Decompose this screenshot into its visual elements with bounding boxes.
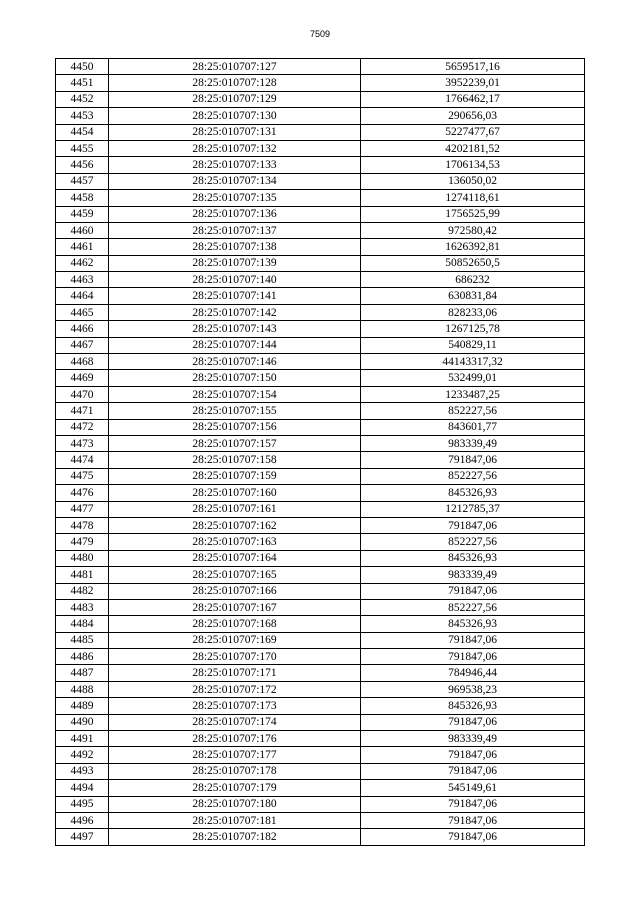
row-number-cell: 4459 <box>56 206 109 222</box>
table-row <box>56 780 585 796</box>
table-row <box>56 485 585 501</box>
table-row <box>56 255 585 271</box>
cadastral-number-cell: 28:25:010707:171 <box>109 665 361 681</box>
cadastral-value-cell: 791847,06 <box>361 452 585 468</box>
cadastral-number-cell: 28:25:010707:150 <box>109 370 361 386</box>
cadastral-number-cell: 28:25:010707:142 <box>109 304 361 320</box>
row-number-cell: 4467 <box>56 337 109 353</box>
cadastral-number-cell: 28:25:010707:134 <box>109 173 361 189</box>
row-number-cell: 4473 <box>56 435 109 451</box>
row-number-cell: 4484 <box>56 616 109 632</box>
cadastral-value-cell: 784946,44 <box>361 665 585 681</box>
cadastral-value-cell: 1233487,25 <box>361 386 585 402</box>
cadastral-value-cell: 630831,84 <box>361 288 585 304</box>
cadastral-number-cell: 28:25:010707:180 <box>109 796 361 812</box>
table-row <box>56 370 585 386</box>
cadastral-value-cell: 852227,56 <box>361 599 585 615</box>
row-number-cell: 4462 <box>56 255 109 271</box>
row-number-cell: 4494 <box>56 780 109 796</box>
cadastral-number-cell: 28:25:010707:146 <box>109 354 361 370</box>
cadastral-value-cell: 5659517,16 <box>361 59 585 75</box>
table-row <box>56 91 585 107</box>
cadastral-value-cell: 791847,06 <box>361 583 585 599</box>
row-number-cell: 4461 <box>56 239 109 255</box>
cadastral-value-cell: 983339,49 <box>361 435 585 451</box>
cadastral-value-cell: 1626392,81 <box>361 239 585 255</box>
table-row <box>56 108 585 124</box>
table-row <box>56 468 585 484</box>
table-row <box>56 747 585 763</box>
cadastral-number-cell: 28:25:010707:165 <box>109 567 361 583</box>
cadastral-number-cell: 28:25:010707:181 <box>109 812 361 828</box>
table-row <box>56 321 585 337</box>
table-row <box>56 239 585 255</box>
row-number-cell: 4458 <box>56 190 109 206</box>
cadastral-value-cell: 852227,56 <box>361 403 585 419</box>
cadastral-number-cell: 28:25:010707:157 <box>109 435 361 451</box>
cadastral-value-cell: 136050,02 <box>361 173 585 189</box>
cadastral-number-cell: 28:25:010707:143 <box>109 321 361 337</box>
cadastral-value-cell: 972580,42 <box>361 222 585 238</box>
table-row <box>56 649 585 665</box>
row-number-cell: 4488 <box>56 681 109 697</box>
table-row <box>56 714 585 730</box>
row-number-cell: 4463 <box>56 272 109 288</box>
cadastral-value-cell: 290656,03 <box>361 108 585 124</box>
cadastral-value-cell: 686232 <box>361 272 585 288</box>
cadastral-value-cell: 5227477,67 <box>361 124 585 140</box>
table-row <box>56 337 585 353</box>
row-number-cell: 4491 <box>56 731 109 747</box>
row-number-cell: 4465 <box>56 304 109 320</box>
cadastral-value-cell: 1267125,78 <box>361 321 585 337</box>
row-number-cell: 4466 <box>56 321 109 337</box>
row-number-cell: 4472 <box>56 419 109 435</box>
cadastral-number-cell: 28:25:010707:138 <box>109 239 361 255</box>
cadastral-value-cell: 50852650,5 <box>361 255 585 271</box>
cadastral-value-cell: 1212785,37 <box>361 501 585 517</box>
cadastral-value-cell: 791847,06 <box>361 747 585 763</box>
table-row <box>56 632 585 648</box>
table-row <box>56 829 585 845</box>
row-number-cell: 4455 <box>56 140 109 156</box>
table-row <box>56 681 585 697</box>
cadastral-value-cell: 545149,61 <box>361 780 585 796</box>
cadastral-value-cell: 540829,11 <box>361 337 585 353</box>
cadastral-number-cell: 28:25:010707:155 <box>109 403 361 419</box>
row-number-cell: 4486 <box>56 649 109 665</box>
table-row <box>56 665 585 681</box>
row-number-cell: 4496 <box>56 812 109 828</box>
table-row <box>56 386 585 402</box>
page-number: 7509 <box>309 29 331 39</box>
row-number-cell: 4489 <box>56 698 109 714</box>
cadastral-number-cell: 28:25:010707:137 <box>109 222 361 238</box>
row-number-cell: 4495 <box>56 796 109 812</box>
cadastral-number-cell: 28:25:010707:168 <box>109 616 361 632</box>
cadastral-value-cell: 791847,06 <box>361 649 585 665</box>
row-number-cell: 4490 <box>56 714 109 730</box>
cadastral-number-cell: 28:25:010707:158 <box>109 452 361 468</box>
table-row <box>56 272 585 288</box>
table-row <box>56 419 585 435</box>
cadastral-number-cell: 28:25:010707:140 <box>109 272 361 288</box>
table-row <box>56 567 585 583</box>
table-row <box>56 731 585 747</box>
cadastral-value-cell: 852227,56 <box>361 468 585 484</box>
row-number-cell: 4457 <box>56 173 109 189</box>
row-number-cell: 4497 <box>56 829 109 845</box>
cadastral-value-cell: 1706134,53 <box>361 157 585 173</box>
table-row <box>56 59 585 75</box>
cadastral-value-cell: 791847,06 <box>361 796 585 812</box>
cadastral-value-cell: 843601,77 <box>361 419 585 435</box>
row-number-cell: 4493 <box>56 763 109 779</box>
row-number-cell: 4481 <box>56 567 109 583</box>
table-row <box>56 583 585 599</box>
row-number-cell: 4477 <box>56 501 109 517</box>
row-number-cell: 4470 <box>56 386 109 402</box>
row-number-cell: 4456 <box>56 157 109 173</box>
row-number-cell: 4464 <box>56 288 109 304</box>
cadastral-value-cell: 791847,06 <box>361 714 585 730</box>
row-number-cell: 4478 <box>56 517 109 533</box>
cadastral-value-cell: 983339,49 <box>361 731 585 747</box>
cadastral-number-cell: 28:25:010707:130 <box>109 108 361 124</box>
cadastral-number-cell: 28:25:010707:144 <box>109 337 361 353</box>
cadastral-number-cell: 28:25:010707:161 <box>109 501 361 517</box>
row-number-cell: 4475 <box>56 468 109 484</box>
cadastral-number-cell: 28:25:010707:129 <box>109 91 361 107</box>
cadastral-number-cell: 28:25:010707:169 <box>109 632 361 648</box>
cadastral-number-cell: 28:25:010707:156 <box>109 419 361 435</box>
cadastral-value-cell: 791847,06 <box>361 829 585 845</box>
cadastral-value-cell: 828233,06 <box>361 304 585 320</box>
table-row <box>56 222 585 238</box>
cadastral-value-cell: 791847,06 <box>361 632 585 648</box>
row-number-cell: 4482 <box>56 583 109 599</box>
cadastral-number-cell: 28:25:010707:133 <box>109 157 361 173</box>
row-number-cell: 4474 <box>56 452 109 468</box>
table-row <box>56 501 585 517</box>
cadastral-value-cell: 3952239,01 <box>361 75 585 91</box>
cadastral-number-cell: 28:25:010707:136 <box>109 206 361 222</box>
cadastral-value-cell: 845326,93 <box>361 550 585 566</box>
cadastral-value-cell: 532499,01 <box>361 370 585 386</box>
cadastral-value-cell: 1766462,17 <box>361 91 585 107</box>
row-number-cell: 4468 <box>56 354 109 370</box>
row-number-cell: 4471 <box>56 403 109 419</box>
cadastral-number-cell: 28:25:010707:174 <box>109 714 361 730</box>
row-number-cell: 4476 <box>56 485 109 501</box>
cadastral-number-cell: 28:25:010707:166 <box>109 583 361 599</box>
cadastral-value-cell: 969538,23 <box>361 681 585 697</box>
row-number-cell: 4452 <box>56 91 109 107</box>
cadastral-number-cell: 28:25:010707:127 <box>109 59 361 75</box>
table-row <box>56 403 585 419</box>
row-number-cell: 4480 <box>56 550 109 566</box>
cadastral-number-cell: 28:25:010707:176 <box>109 731 361 747</box>
table-row <box>56 550 585 566</box>
table-row <box>56 354 585 370</box>
table-row <box>56 288 585 304</box>
cadastral-number-cell: 28:25:010707:160 <box>109 485 361 501</box>
row-number-cell: 4460 <box>56 222 109 238</box>
table-row <box>56 190 585 206</box>
table-row <box>56 157 585 173</box>
cadastral-number-cell: 28:25:010707:167 <box>109 599 361 615</box>
row-number-cell: 4492 <box>56 747 109 763</box>
row-number-cell: 4453 <box>56 108 109 124</box>
table-row <box>56 534 585 550</box>
cadastral-number-cell: 28:25:010707:135 <box>109 190 361 206</box>
row-number-cell: 4483 <box>56 599 109 615</box>
cadastral-number-cell: 28:25:010707:159 <box>109 468 361 484</box>
cadastral-value-cell: 791847,06 <box>361 517 585 533</box>
cadastral-value-cell: 852227,56 <box>361 534 585 550</box>
row-number-cell: 4487 <box>56 665 109 681</box>
cadastral-number-cell: 28:25:010707:170 <box>109 649 361 665</box>
cadastral-number-cell: 28:25:010707:131 <box>109 124 361 140</box>
cadastral-number-cell: 28:25:010707:154 <box>109 386 361 402</box>
table-row <box>56 304 585 320</box>
cadastral-value-cell: 4202181,52 <box>361 140 585 156</box>
row-number-cell: 4479 <box>56 534 109 550</box>
table-row <box>56 206 585 222</box>
row-number-cell: 4454 <box>56 124 109 140</box>
table-row <box>56 173 585 189</box>
table-row <box>56 517 585 533</box>
table-row <box>56 698 585 714</box>
cadastral-value-table <box>55 58 585 846</box>
cadastral-number-cell: 28:25:010707:179 <box>109 780 361 796</box>
cadastral-value-cell: 791847,06 <box>361 763 585 779</box>
table-row <box>56 140 585 156</box>
cadastral-number-cell: 28:25:010707:132 <box>109 140 361 156</box>
cadastral-number-cell: 28:25:010707:141 <box>109 288 361 304</box>
table-row <box>56 812 585 828</box>
cadastral-number-cell: 28:25:010707:172 <box>109 681 361 697</box>
cadastral-number-cell: 28:25:010707:178 <box>109 763 361 779</box>
row-number-cell: 4451 <box>56 75 109 91</box>
table-row <box>56 616 585 632</box>
table-row <box>56 452 585 468</box>
cadastral-value-cell: 983339,49 <box>361 567 585 583</box>
cadastral-number-cell: 28:25:010707:128 <box>109 75 361 91</box>
table-row <box>56 435 585 451</box>
cadastral-value-cell: 845326,93 <box>361 616 585 632</box>
table-row <box>56 124 585 140</box>
cadastral-number-cell: 28:25:010707:182 <box>109 829 361 845</box>
table-body <box>56 59 585 846</box>
cadastral-number-cell: 28:25:010707:164 <box>109 550 361 566</box>
cadastral-number-cell: 28:25:010707:162 <box>109 517 361 533</box>
cadastral-value-cell: 1756525,99 <box>361 206 585 222</box>
table-row <box>56 796 585 812</box>
row-number-cell: 4450 <box>56 59 109 75</box>
table-row <box>56 75 585 91</box>
row-number-cell: 4485 <box>56 632 109 648</box>
cadastral-value-cell: 845326,93 <box>361 485 585 501</box>
cadastral-value-cell: 845326,93 <box>361 698 585 714</box>
table-row <box>56 599 585 615</box>
cadastral-number-cell: 28:25:010707:173 <box>109 698 361 714</box>
cadastral-number-cell: 28:25:010707:177 <box>109 747 361 763</box>
cadastral-number-cell: 28:25:010707:163 <box>109 534 361 550</box>
cadastral-value-cell: 791847,06 <box>361 812 585 828</box>
cadastral-value-cell: 44143317,32 <box>361 354 585 370</box>
table-row <box>56 763 585 779</box>
row-number-cell: 4469 <box>56 370 109 386</box>
cadastral-number-cell: 28:25:010707:139 <box>109 255 361 271</box>
cadastral-value-cell: 1274118,61 <box>361 190 585 206</box>
